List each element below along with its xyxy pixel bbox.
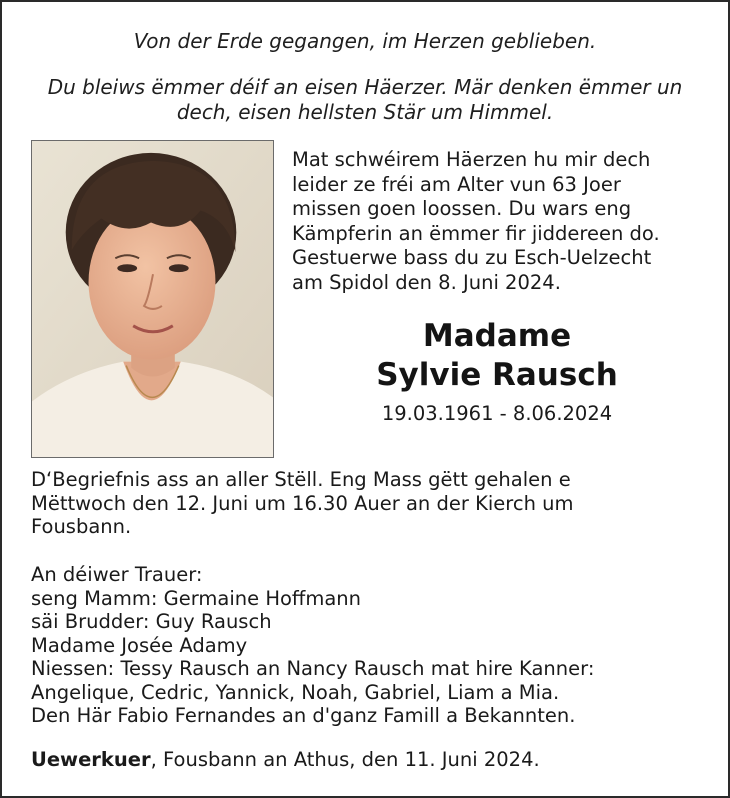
deceased-name: Sylvie Rausch [376,357,618,393]
deceased-title: Madame [422,318,572,354]
portrait-photo [31,140,274,458]
mourner-line: Niessen: Tessy Rausch an Nancy Rausch mat hire Kanner: [31,657,595,680]
quote-verse-line-1: Du bleiws ëmmer déif an eisen Häerzer. Mär denken ëmmer un [47,75,683,99]
signature-place: Uewerkuer [31,748,151,771]
quote-verse-line-2: dech, eisen hellsten Stär um Himmel. [176,100,554,124]
intro-paragraph: Mat schwéirem Häerzen hu mir dech leider ze fréi am Alter vun 63 Joer missen goen loossen. Du wars eng Kämpferin an ëmmer fir jiddereen do. Gestuerwe bass du zu Esch-Uelzecht am Spidol den 8. Juni 2024. [292,148,660,294]
signature-line [31,748,711,772]
quote-verse [2,75,728,125]
mourner-line: Den Här Fabio Fernandes an d'ganz Famill a Bekannten. [31,704,576,727]
life-dates: 19.03.1961 - 8.06.2024 [381,402,613,425]
mourner-line: Angelique, Cedric, Yannick, Noah, Gabriel, Liam a Mia. [31,680,560,704]
mourners-heading: An déiwer Trauer: [31,563,203,586]
quote-line: Von der Erde gegangen, im Herzen geblieben. [133,29,597,53]
mourner-line: seng Mamm: Germaine Hoffmann [31,586,362,610]
signature-rest: , Fousbann an Athus, den 11. Juni 2024. [150,748,540,771]
mourners-list [31,563,721,728]
mourner-line: säi Brudder: Guy Rausch [31,610,272,633]
mourner-line: Madame Josée Adamy [31,633,248,657]
funeral-info: D‘Begriefnis ass an aller Stëll. Eng Mass gëtt gehalen e Mëttwoch den 12. Juni um 16.30 Auer an der Kierch um Fousbann. [31,468,574,538]
